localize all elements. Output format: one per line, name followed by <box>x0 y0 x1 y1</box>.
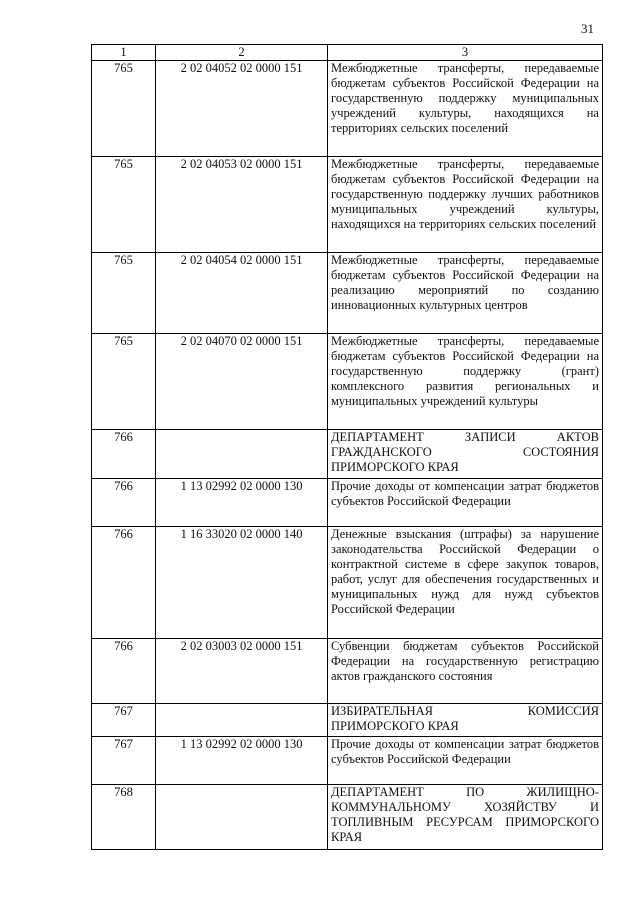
admin-code-cell: 765 <box>92 334 156 430</box>
table-row <box>92 737 603 785</box>
department-heading-cell: ИЗБИРАТЕЛЬНАЯ КОМИССИЯ ПРИМОРСКОГО КРАЯ <box>328 704 603 737</box>
table-row <box>92 785 603 850</box>
table-row <box>92 704 603 737</box>
table-row <box>92 61 603 157</box>
budget-classification-table <box>91 44 603 850</box>
revenue-name-cell: Денежные взыскания (штрафы) за нарушение законодательства Российской Федерации о контрактной системе в сфере закупок товаров, работ, услуг для обеспечения государственных и муниципальных нужд для нужд субъектов Российской Федерации <box>328 527 603 639</box>
revenue-name-cell: Межбюджетные трансферты, передаваемые бюджетам субъектов Российской Федерации на реализацию мероприятий по созданию инновационных культурных центров <box>328 253 603 334</box>
revenue-code-cell <box>156 430 328 479</box>
revenue-code-cell: 2 02 04053 02 0000 151 <box>156 157 328 253</box>
table-row <box>92 527 603 639</box>
admin-code-cell: 765 <box>92 61 156 157</box>
department-heading-cell: ДЕПАРТАМЕНТ ЗАПИСИ АКТОВ ГРАЖДАНСКОГО СОСТОЯНИЯ ПРИМОРСКОГО КРАЯ <box>328 430 603 479</box>
revenue-name-cell: Субвенции бюджетам субъектов Российской Федерации на государственную регистрацию актов гражданского состояния <box>328 639 603 704</box>
page-number: 31 <box>581 21 594 36</box>
table-row <box>92 334 603 430</box>
admin-code-cell: 765 <box>92 253 156 334</box>
revenue-name-cell: Прочие доходы от компенсации затрат бюджетов субъектов Российской Федерации <box>328 479 603 527</box>
department-heading-cell: ДЕПАРТАМЕНТ ПО ЖИЛИЩНО-КОММУНАЛЬНОМУ ХОЗЯЙСТВУ И ТОПЛИВНЫМ РЕСУРСАМ ПРИМОРСКОГО КРАЯ <box>328 785 603 850</box>
revenue-name-cell: Межбюджетные трансферты, передаваемые бюджетам субъектов Российской Федерации на государственную поддержку муниципальных учреждений культуры, находящихся на территориях сельских поселений <box>328 61 603 157</box>
table-row <box>92 639 603 704</box>
table-row <box>92 430 603 479</box>
column-header-2: 2 <box>156 45 328 61</box>
admin-code-cell: 767 <box>92 704 156 737</box>
table-header-row <box>92 45 603 61</box>
revenue-code-cell: 2 02 04054 02 0000 151 <box>156 253 328 334</box>
admin-code-cell: 766 <box>92 639 156 704</box>
revenue-code-cell: 2 02 04052 02 0000 151 <box>156 61 328 157</box>
revenue-code-cell <box>156 704 328 737</box>
table-row <box>92 157 603 253</box>
revenue-code-cell <box>156 785 328 850</box>
column-header-1: 1 <box>92 45 156 61</box>
revenue-name-cell: Прочие доходы от компенсации затрат бюджетов субъектов Российской Федерации <box>328 737 603 785</box>
revenue-code-cell: 2 02 03003 02 0000 151 <box>156 639 328 704</box>
revenue-code-cell: 2 02 04070 02 0000 151 <box>156 334 328 430</box>
table-row <box>92 253 603 334</box>
revenue-code-cell: 1 13 02992 02 0000 130 <box>156 479 328 527</box>
revenue-code-cell: 1 16 33020 02 0000 140 <box>156 527 328 639</box>
admin-code-cell: 765 <box>92 157 156 253</box>
table-row <box>92 479 603 527</box>
admin-code-cell: 767 <box>92 737 156 785</box>
revenue-name-cell: Межбюджетные трансферты, передаваемые бюджетам субъектов Российской Федерации на государственную поддержку лучших работников муниципальных учреждений культуры, находящихся на территориях сельских поселений <box>328 157 603 253</box>
revenue-code-cell: 1 13 02992 02 0000 130 <box>156 737 328 785</box>
admin-code-cell: 766 <box>92 430 156 479</box>
admin-code-cell: 768 <box>92 785 156 850</box>
admin-code-cell: 766 <box>92 479 156 527</box>
column-header-3: 3 <box>328 45 603 61</box>
revenue-name-cell: Межбюджетные трансферты, передаваемые бюджетам субъектов Российской Федерации на государственную поддержку (грант) комплексного развития региональных и муниципальных учреждений культуры <box>328 334 603 430</box>
admin-code-cell: 766 <box>92 527 156 639</box>
